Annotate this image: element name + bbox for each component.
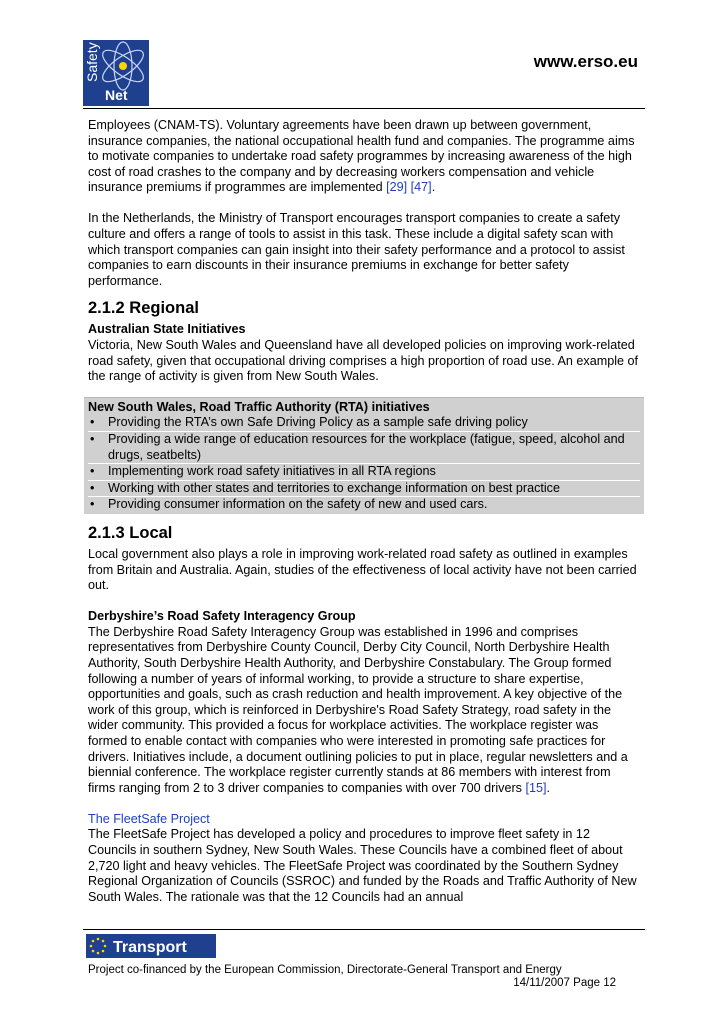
heading-regional: 2.1.2 Regional [88, 299, 199, 318]
paragraph-netherlands: In the Netherlands, the Ministry of Transport encourages transport companies to create a safety culture and offers a range of tools to assist in this task. These include a digital safety scan with which transport companies can gain insight into their safety performance and a protocol to assist companies to earn discounts in their insurance premiums in exchange for better safety performance. [88, 211, 625, 288]
paragraph-france: Employees (CNAM-TS). Voluntary agreements have been drawn up between government, insurance companies, the national occupational health fund and companies. The programme aims to motivate companies to undertake road safety programmes by increasing awareness of the high cost of road crashes to the company and by decreasing workers compensation and vehicle insurance premiums if programmes are implemented [29] [47]. [88, 118, 635, 195]
svg-text:Net: Net [105, 87, 128, 103]
footer-rule [83, 929, 645, 930]
header-rule [83, 108, 645, 109]
site-url[interactable]: www.erso.eu [533, 52, 638, 71]
transport-logo [86, 934, 216, 958]
safetynet-logo [83, 40, 149, 106]
rta-initiatives-box [84, 397, 644, 514]
subheading-fleetsafe[interactable]: The FleetSafe Project [88, 811, 210, 826]
paragraph-fleetsafe: The FleetSafe Project has developed a policy and procedures to improve fleet safety in 12 Councils in southern Sydney, New South Wales. These Councils have a combined fleet of about 2,720 light and heavy vehicles. The FleetSafe Project was coordinated by the Southern Sydney Regional Organization of Councils (SSROC) and funded by the Roads and Traffic Authority of New South Wales. The rationale was that the 12 Councils had an annual [88, 827, 637, 904]
footer-cofinanced: Project co-financed by the European Commission, Directorate-General Transport and Energy [88, 964, 562, 976]
svg-text:Safety: Safety [84, 42, 100, 82]
footer-date-page: 14/11/2007 Page 12 [513, 977, 616, 989]
paragraph-local: Local government also plays a role in improving work-related road safety as outlined in examples from Britain and Australia. Again, studies of the effectiveness of local activity have not been carried out. [88, 546, 637, 593]
list-item: • Providing consumer information on the safety of new and used cars. [88, 496, 640, 513]
list-item: • Providing a wide range of education resources for the workplace (fatigue, speed, alcohol and drugs, seatbelts) [88, 431, 640, 463]
paragraph-derbyshire: The Derbyshire Road Safety Interagency Group was established in 1996 and comprises representatives from Derbyshire County Council, Derby City Council, North Derbyshire Health Authority, South Derbyshire Health Authority, and Derbyshire Constabulary. The Group formed following a number of years of informal working, to provide a structure to share expertise, opportunities and goals, such as crash reduction and health improvement. A key objective of the work of this group, which is reinforced in Derbyshire's Road Safety Strategy, road safety in the wider community. This provided a focus for workplace activities. The workplace register was formed to enable contact with companies who were interested in promoting safe practices for drivers. Initiatives include, a document outlining policies to put in place, regular newsletters and a biennial conference. The workplace register currently stands at 86 members with interest from firms ranging from 2 to 3 driver companies to companies with over 700 drivers [15]. [88, 624, 628, 795]
subheading-australia: Australian State Initiatives [88, 322, 246, 337]
reference-link[interactable]: [29] [47] [386, 180, 432, 195]
list-item: • Providing the RTA’s own Safe Driving Policy as a sample safe driving policy [88, 415, 640, 431]
transport-label: Transport [113, 939, 187, 956]
rta-box-title: New South Wales, Road Traffic Authority (RTA) initiatives [88, 399, 430, 414]
heading-local: 2.1.3 Local [88, 523, 173, 542]
rta-list [88, 415, 640, 513]
page-content [88, 118, 640, 905]
list-item: • Implementing work road safety initiatives in all RTA regions [88, 463, 640, 480]
paragraph-australia: Victoria, New South Wales and Queensland have all developed policies on improving work-related road safety, given that occupational driving comprises a high proportion of road use. An example of the range of activity is given from New South Wales. [88, 338, 639, 384]
subheading-derbyshire: Derbyshire’s Road Safety Interagency Group [88, 609, 356, 624]
list-item: • Working with other states and territories to exchange information on best practice [88, 480, 640, 497]
reference-link[interactable]: [15] [525, 780, 547, 795]
